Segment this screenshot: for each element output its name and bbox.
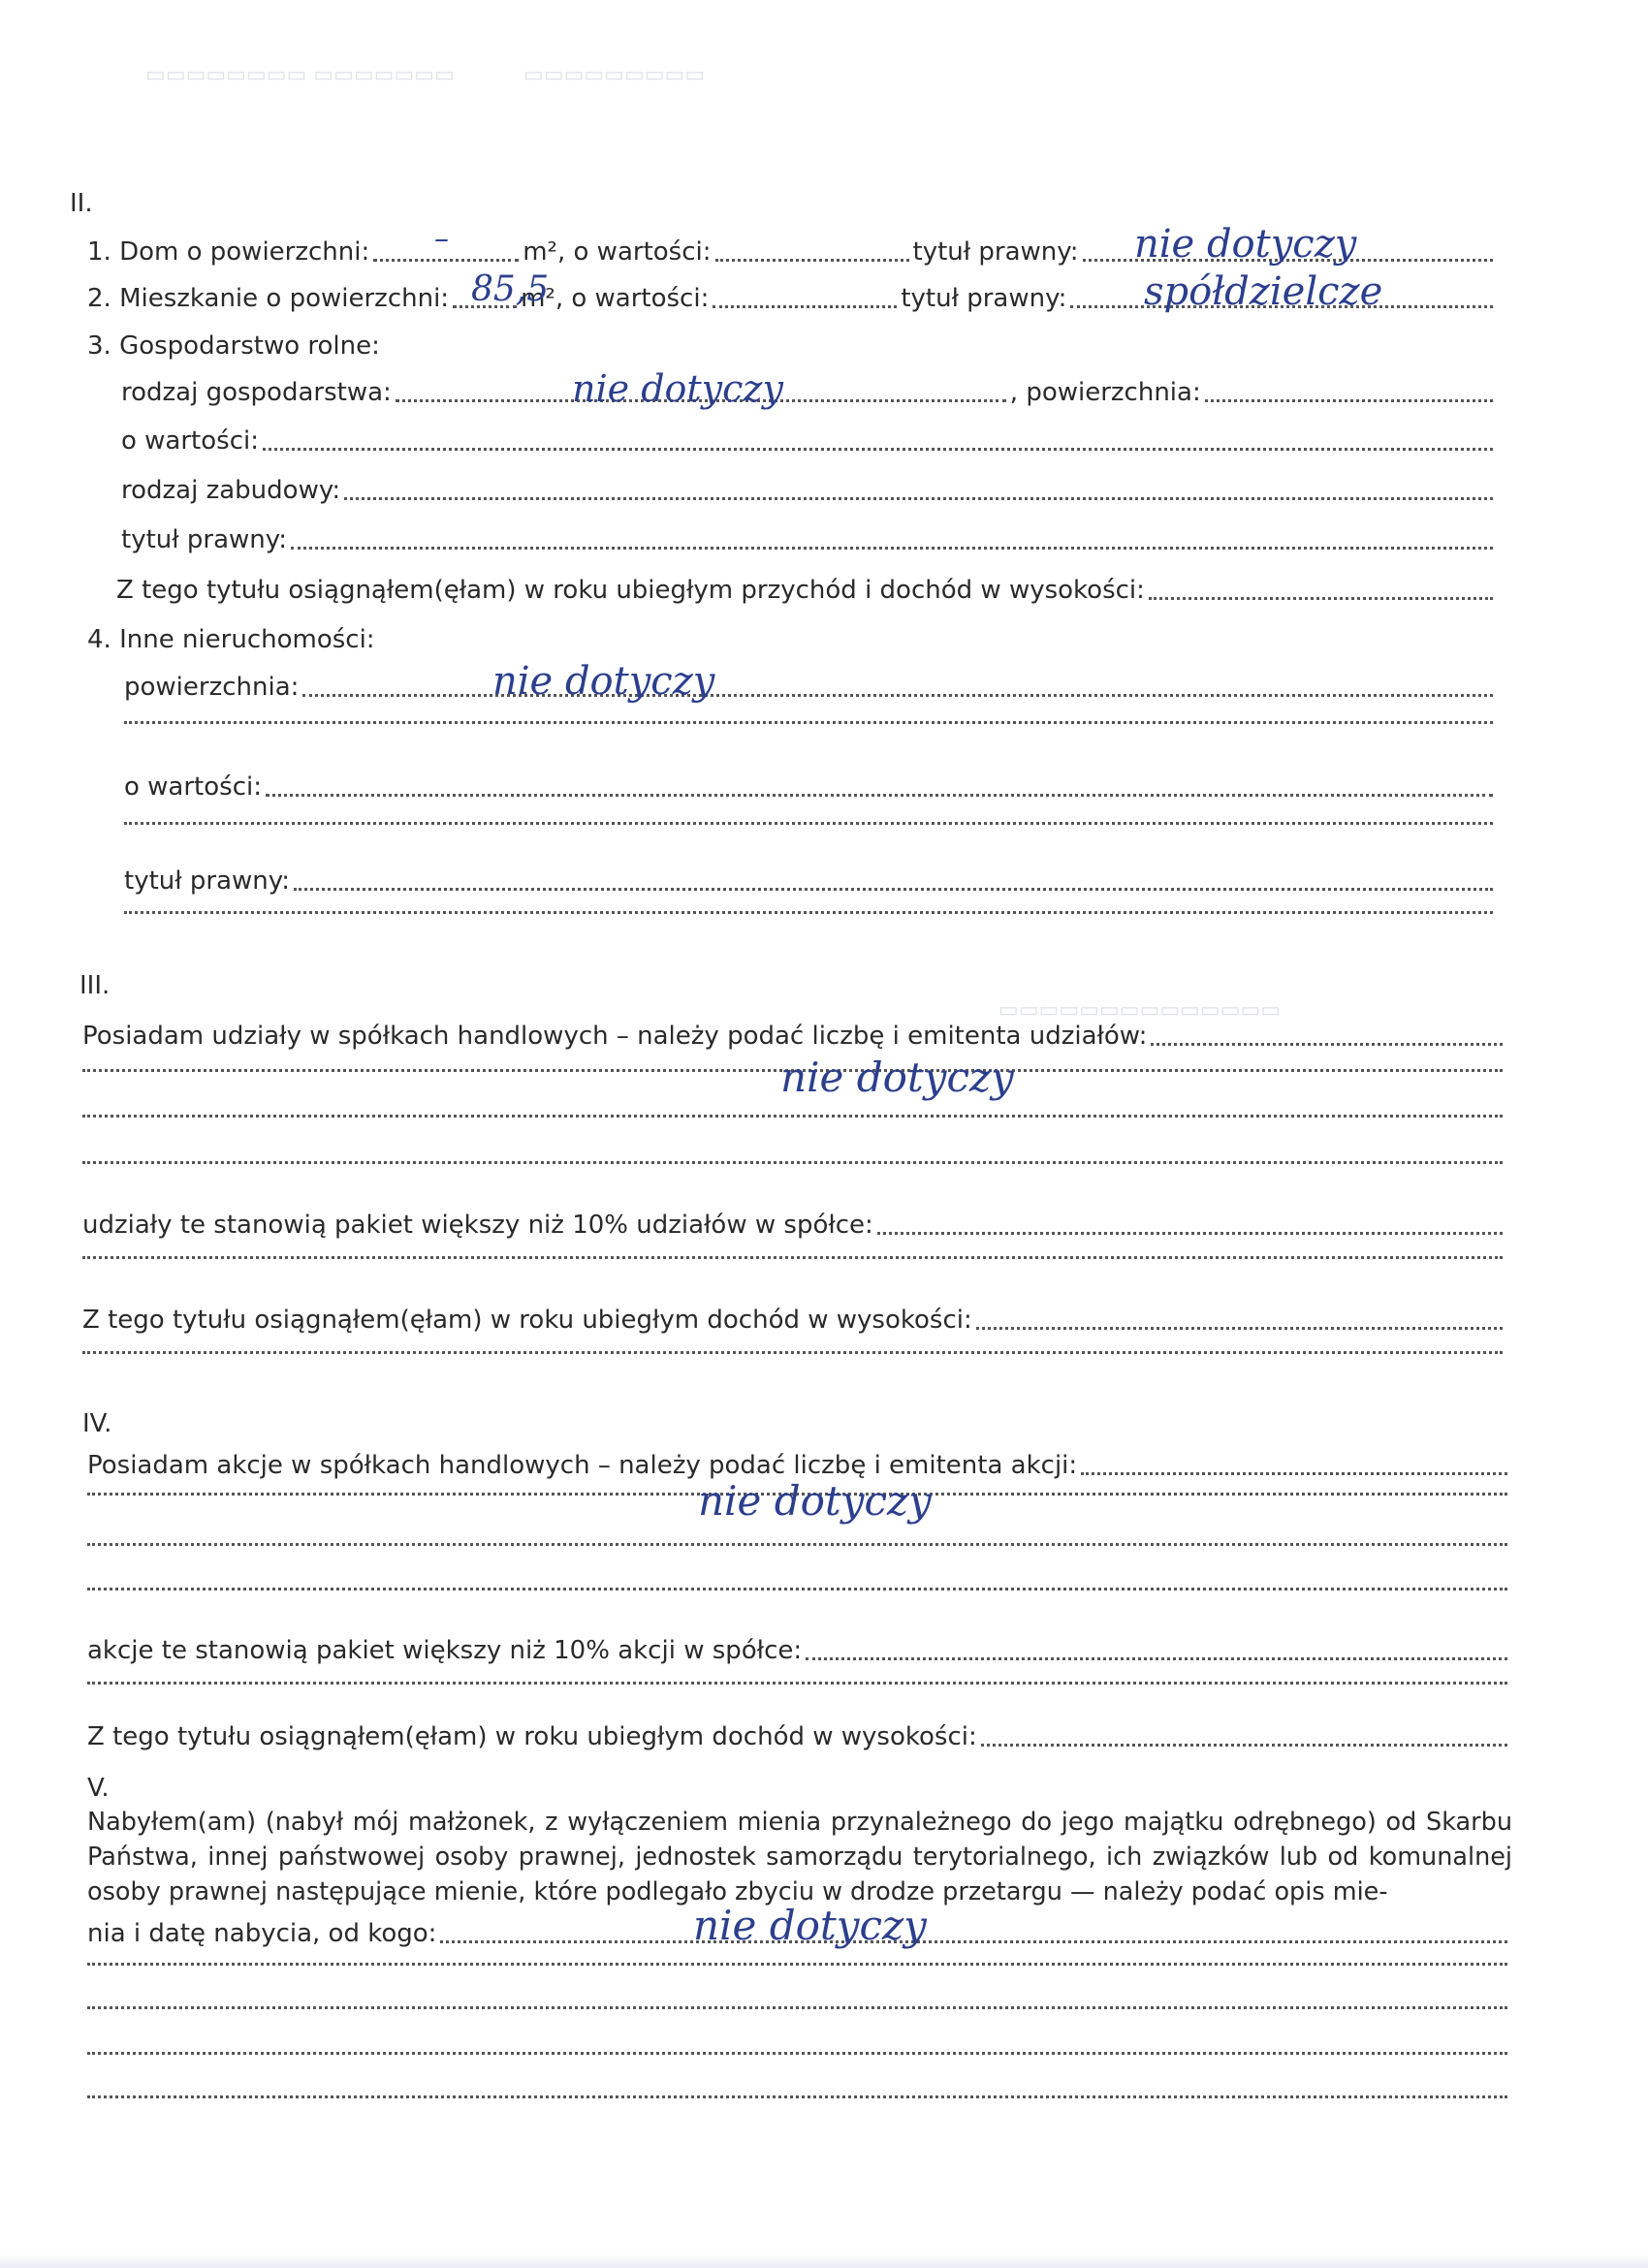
dom-unit-label: m², o wartości: <box>523 237 712 267</box>
nabycie-extra-row-4 <box>87 2095 1507 2105</box>
inne-value-extra-field[interactable] <box>124 822 1493 825</box>
gospodarstwo-area-field[interactable] <box>1205 399 1493 402</box>
section-v-paragraph: Nabyłem(am) (nabył mój małżonek, z wyłączeniem mienia przynależnego do jego majątku odrębnego) od Skarbu Państwa, innej państwowej osoby prawnej, jednostek samorządu terytorialnego, ich związków lub od komunalnej osoby prawnej następujące mienie, które podlegało zbyciu w drodze przetargu — należy podać opis mie- <box>87 1808 1512 1906</box>
section-ii-heading: II. <box>70 189 93 218</box>
nabycie-extra-field-4[interactable] <box>87 2095 1507 2098</box>
nabycie-field[interactable] <box>440 1940 1507 1943</box>
section-iii-heading: III. <box>79 971 111 1000</box>
gospodarstwo-income-label: Z tego tytułu osiągnąłem(ęłam) w roku ubiegłym przychód i dochód w wysokości: <box>116 576 1145 605</box>
udzialy-pakiet-extra-row <box>82 1256 1503 1266</box>
inne-nieruchomosci-label: 4. Inne nieruchomości: <box>87 625 375 654</box>
udzialy-income-extra-field[interactable] <box>82 1351 1503 1354</box>
dom-label: 1. Dom o powierzchni: <box>87 237 370 267</box>
handwritten-inne-area: nie dotyczy <box>492 659 715 704</box>
mieszkanie-title-label: tytuł prawny: <box>901 284 1067 313</box>
dom-title-label: tytuł prawny: <box>912 237 1079 267</box>
nabycie-label: nia i datę nabycia, od kogo: <box>87 1919 437 1948</box>
akcje-pakiet-extra-row <box>87 1682 1507 1691</box>
udzialy-extra-field-2[interactable] <box>82 1115 1503 1118</box>
nabycie-extra-row-2 <box>87 2006 1507 2016</box>
inne-area-row <box>124 671 1493 704</box>
handwritten-rodzaj-gospodarstwa: nie dotyczy <box>572 367 783 410</box>
rodzaj-gospodarstwa-row <box>121 376 1493 409</box>
akcje-extra-row-2 <box>87 1543 1507 1553</box>
handwritten-mieszkanie-area: 85,5 <box>471 269 550 309</box>
inne-title-row <box>124 865 1493 898</box>
bleed-through-mark: ▭▭▭▭▭▭▭ ▭▭▭▭▭▭▭▭ <box>145 63 455 87</box>
gospodarstwo-income-row <box>116 574 1493 607</box>
zabudowa-row <box>121 474 1493 507</box>
handwritten-udzialy: nie dotyczy <box>780 1054 1014 1101</box>
bleed-through-mark: ▭▭▭▭▭▭▭▭▭▭▭▭▭▭ <box>998 998 1282 1023</box>
inne-title-extra-row <box>124 911 1493 921</box>
inne-title-label: tytuł prawny: <box>124 866 291 896</box>
gospodarstwo-title-label: tytuł prawny: <box>121 525 288 554</box>
udzialy-income-extra-row <box>82 1351 1503 1361</box>
udzialy-pakiet-extra-field[interactable] <box>82 1256 1503 1259</box>
gospodarstwo-title-row <box>121 523 1493 556</box>
nabycie-extra-row-3 <box>87 2052 1507 2062</box>
inne-area-extra-field[interactable] <box>124 721 1493 724</box>
section-iv-heading: IV. <box>82 1409 112 1438</box>
udzialy-extra-row-2 <box>82 1115 1503 1124</box>
gospodarstwo-income-field[interactable] <box>1149 597 1493 600</box>
zabudowa-label: rodzaj zabudowy: <box>121 476 341 505</box>
gospodarstwo-value-row <box>121 425 1493 457</box>
scan-bottom-edge <box>0 2254 1648 2268</box>
nabycie-extra-field-2[interactable] <box>87 2006 1507 2009</box>
inne-title-extra-field[interactable] <box>124 911 1493 914</box>
inne-area-label: powierzchnia: <box>124 673 300 702</box>
udzialy-pakiet-field[interactable] <box>877 1232 1503 1235</box>
inne-value-field[interactable] <box>266 794 1493 797</box>
udzialy-income-label: Z tego tytułu osiągnąłem(ęłam) w roku ubiegłym dochód w wysokości: <box>82 1306 972 1335</box>
nabycie-extra-row-1 <box>87 1963 1507 1972</box>
mieszkanie-label: 2. Mieszkanie o powierzchni: <box>87 284 450 313</box>
udzialy-income-field[interactable] <box>976 1327 1503 1330</box>
nabycie-extra-field-3[interactable] <box>87 2052 1507 2055</box>
akcje-income-field[interactable] <box>981 1744 1507 1747</box>
inne-value-label: o wartości: <box>124 772 262 802</box>
gospodarstwo-title-field[interactable] <box>291 547 1493 550</box>
gospodarstwo-value-field[interactable] <box>263 448 1493 451</box>
gospodarstwo-label: 3. Gospodarstwo rolne: <box>87 331 380 361</box>
nabycie-extra-field-1[interactable] <box>87 1963 1507 1966</box>
akcje-income-row <box>87 1720 1507 1753</box>
dom-area-field[interactable] <box>373 259 519 262</box>
handwritten-dom-title: nie dotyczy <box>1134 222 1357 267</box>
udzialy-extra-row-3 <box>82 1161 1503 1171</box>
udzialy-label: Posiadam udziały w spółkach handlowych – należy podać liczbę i emitenta udziałów: <box>82 1022 1148 1051</box>
section-v-heading: V. <box>87 1774 110 1803</box>
udzialy-row <box>82 1020 1503 1053</box>
udzialy-pakiet-row <box>82 1209 1503 1242</box>
udzialy-field[interactable] <box>1151 1043 1503 1046</box>
mieszkanie-unit-label: m², o wartości: <box>521 284 710 313</box>
inne-title-field[interactable] <box>294 888 1493 891</box>
akcje-extra-field-3[interactable] <box>87 1588 1507 1591</box>
udzialy-extra-field-3[interactable] <box>82 1161 1503 1164</box>
akcje-field[interactable] <box>1081 1472 1507 1475</box>
handwritten-akcje: nie dotyczy <box>698 1477 932 1525</box>
bleed-through-mark: ▭▭▭▭▭▭▭▭▭ <box>523 63 706 87</box>
zabudowa-field[interactable] <box>344 497 1493 500</box>
handwritten-mieszkanie-title: spółdzielcze <box>1144 269 1383 314</box>
akcje-extra-row-3 <box>87 1588 1507 1597</box>
powierzchnia-label: , powierzchnia: <box>1009 378 1201 407</box>
akcje-extra-field-2[interactable] <box>87 1543 1507 1546</box>
inne-value-extra-row <box>124 822 1493 832</box>
inne-area-extra-row <box>124 721 1493 731</box>
udzialy-pakiet-label: udziały te stanowią pakiet większy niż 10% udziałów w spółce: <box>82 1211 873 1240</box>
handwritten-nabycie: nie dotyczy <box>693 1902 927 1949</box>
rodzaj-gospodarstwa-label: rodzaj gospodarstwa: <box>121 378 392 407</box>
akcje-income-label: Z tego tytułu osiągnąłem(ęłam) w roku ubiegłym dochód w wysokości: <box>87 1722 977 1751</box>
handwritten-dom-area: – <box>434 222 449 256</box>
dom-value-field[interactable] <box>715 259 909 262</box>
akcje-pakiet-extra-field[interactable] <box>87 1682 1507 1685</box>
udzialy-income-row <box>82 1304 1503 1337</box>
akcje-label: Posiadam akcje w spółkach handlowych – należy podać liczbę i emitenta akcji: <box>87 1451 1078 1480</box>
akcje-pakiet-row <box>87 1634 1507 1667</box>
akcje-pakiet-field[interactable] <box>806 1657 1507 1660</box>
inne-value-row <box>124 771 1493 803</box>
mieszkanie-value-field[interactable] <box>713 305 897 308</box>
gospodarstwo-value-label: o wartości: <box>121 426 259 456</box>
akcje-pakiet-label: akcje te stanowią pakiet większy niż 10% akcji w spółce: <box>87 1636 803 1665</box>
inne-area-field[interactable] <box>302 694 1493 697</box>
